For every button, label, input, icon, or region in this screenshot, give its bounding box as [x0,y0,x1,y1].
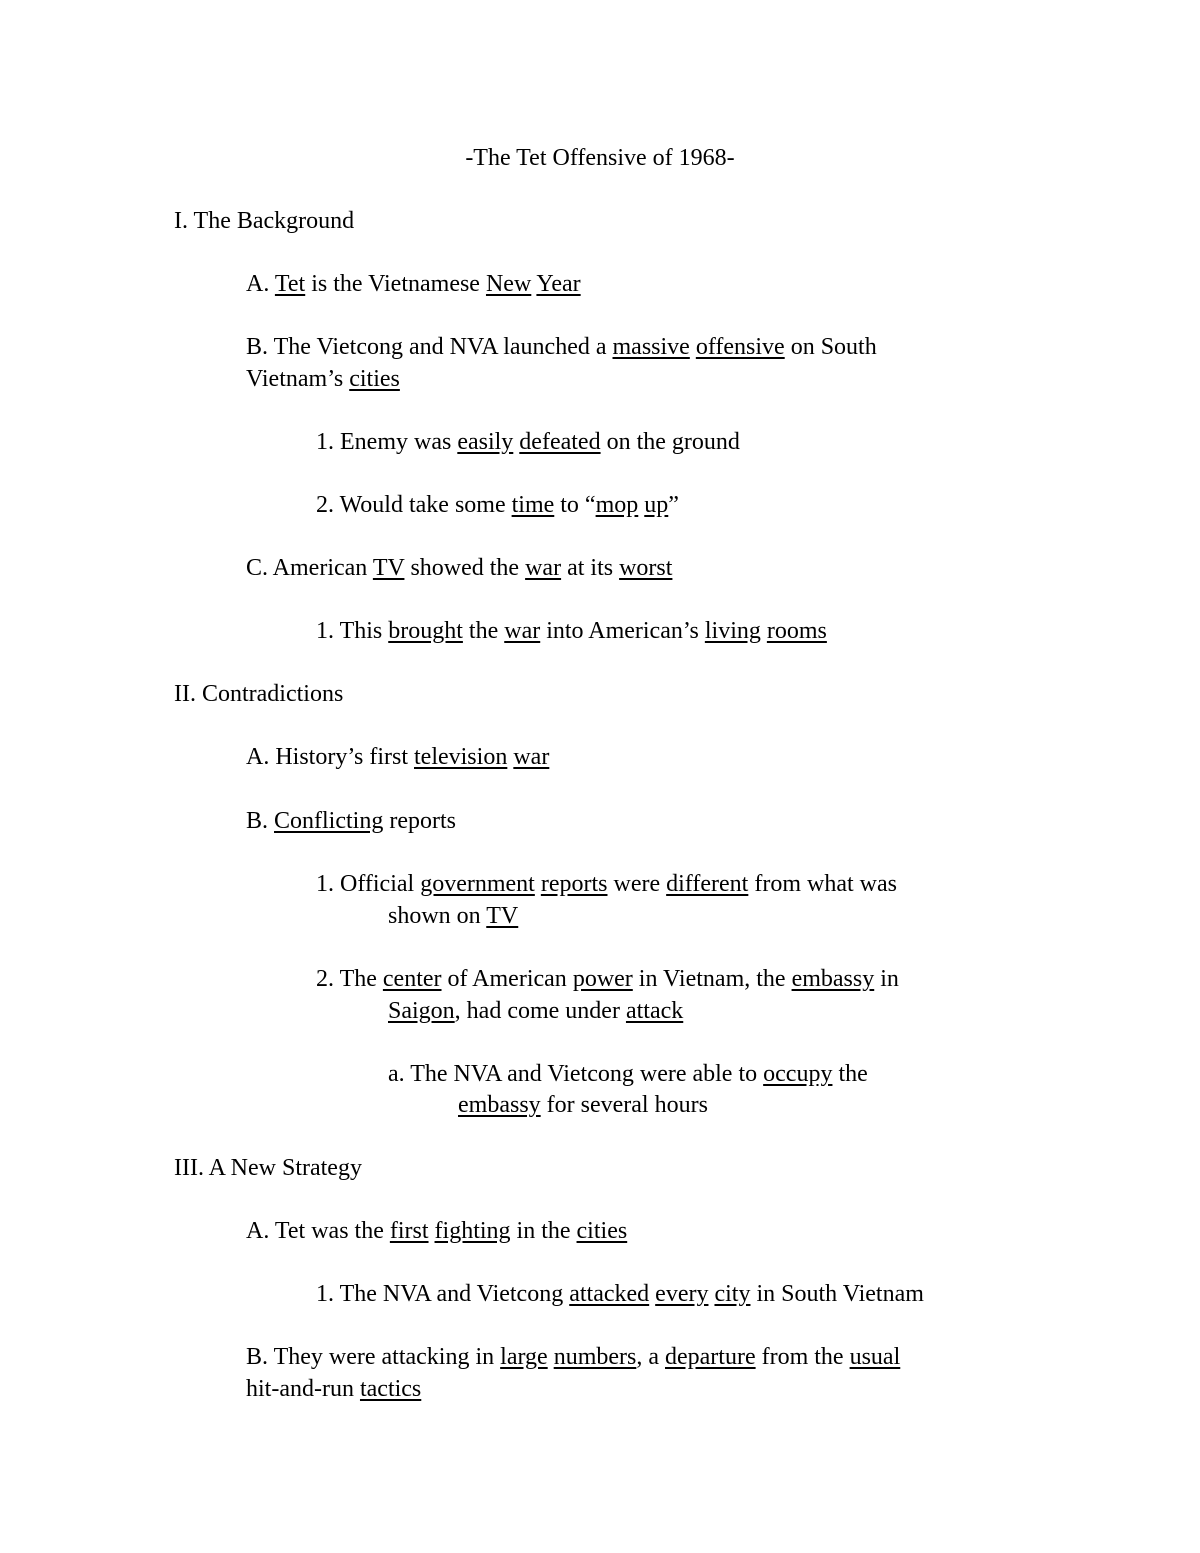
outline-item-1b: B. The Vietcong and NVA launched a massive offensive on South [246,334,877,360]
outline-item-2b1: 1. Official government reports were different from what was [316,871,897,897]
outline-item-2b1-continued: shown on TV [388,903,519,929]
outline-item-1b1: 1. Enemy was easily defeated on the ground [316,429,740,455]
outline-item-3b-continued: hit-and-run tactics [246,1376,422,1402]
section-heading-contradictions: II. Contradictions [174,681,344,707]
outline-item-1c1: 1. This brought the war into American’s living rooms [316,618,827,644]
outline-item-2b2a: a. The NVA and Vietcong were able to occupy the [388,1061,868,1087]
outline-item-2b2: 2. The center of American power in Vietnam, the embassy in [316,966,899,992]
outline-item-2a: A. History’s first television war [246,744,550,770]
outline-item-1b2: 2. Would take some time to “mop up” [316,492,679,518]
outline-item-1a: A. Tet is the Vietnamese New Year [246,271,581,297]
outline-item-2b: B. Conflicting reports [246,808,456,834]
outline-item-3b: B. They were attacking in large numbers, a departure from the usual [246,1344,901,1370]
outline-item-2b2a-continued: embassy for several hours [458,1092,708,1118]
document-title: -The Tet Offensive of 1968- [465,145,735,171]
outline-item-3a1: 1. The NVA and Vietcong attacked every city in South Vietnam [316,1281,924,1307]
section-heading-background: I. The Background [174,208,355,234]
outline-item-3a: A. Tet was the first fighting in the cities [246,1218,628,1244]
outline-item-1c: C. American TV showed the war at its worst [246,555,673,581]
section-heading-new-strategy: III. A New Strategy [174,1155,362,1181]
outline-item-1b-continued: Vietnam’s cities [246,366,400,392]
outline-item-2b2-continued: Saigon, had come under attack [388,998,684,1024]
